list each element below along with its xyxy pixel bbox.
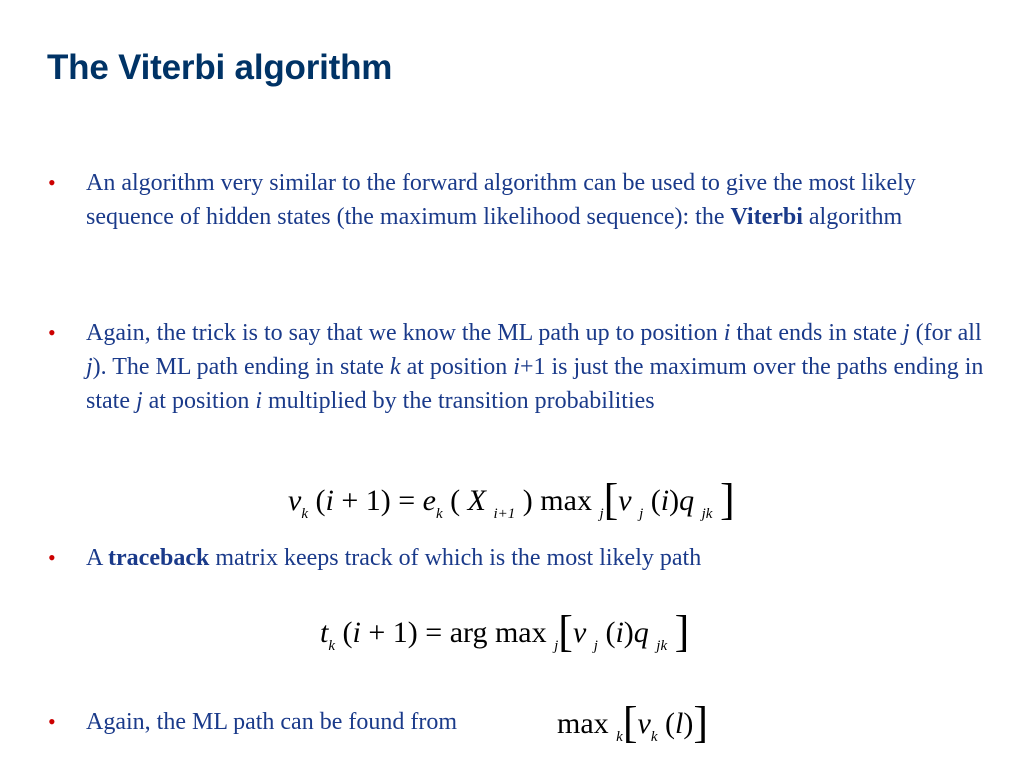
bullet-marker: •: [48, 709, 56, 734]
bullet-viterbi-intro: [48, 166, 988, 234]
bullet-marker: •: [48, 170, 56, 195]
bullet-marker: •: [48, 320, 56, 345]
traceback-term: traceback: [108, 545, 210, 571]
bullet-ml-path: [48, 316, 988, 418]
equation-traceback: $t_k$ (i + 1) = arg max $_j$[v $_j$ (i)q $_{jk}$ ]: [320, 607, 690, 656]
bullet-text: An algorithm very similar to the forward algorithm can be used to give the most likely sequence of hidden states (the maximum likelihood sequence): the Viterbi algorithm: [86, 170, 916, 230]
slide-title: The Viterbi algorithm: [47, 48, 393, 87]
bullet-marker: •: [48, 545, 56, 570]
bullet-text: A traceback matrix keeps track of which is the most likely path: [86, 545, 702, 571]
equation-viterbi-recursion: $v_k$ $(i + 1) = e_k$ ( X $_{i+1}$ ) max $_j$[v $_j$ (i)q $_{jk}$ ]: [288, 475, 735, 524]
bullet-traceback: [48, 541, 988, 575]
bullet-text: Again, the ML path can be found from: [86, 709, 458, 735]
bullet-text: Again, the trick is to say that we know the ML path up to position i that ends in state j (for all j). The ML path ending in state k at position i+1 is just the maximum over the paths ending in state j at position i multiplied by the transition probabilities: [86, 320, 984, 414]
equation-max-final: $\max _k[v_k$ (l)]: [557, 698, 708, 747]
viterbi-term: Viterbi: [730, 204, 803, 230]
bullet-ml-path-final: [48, 705, 528, 739]
